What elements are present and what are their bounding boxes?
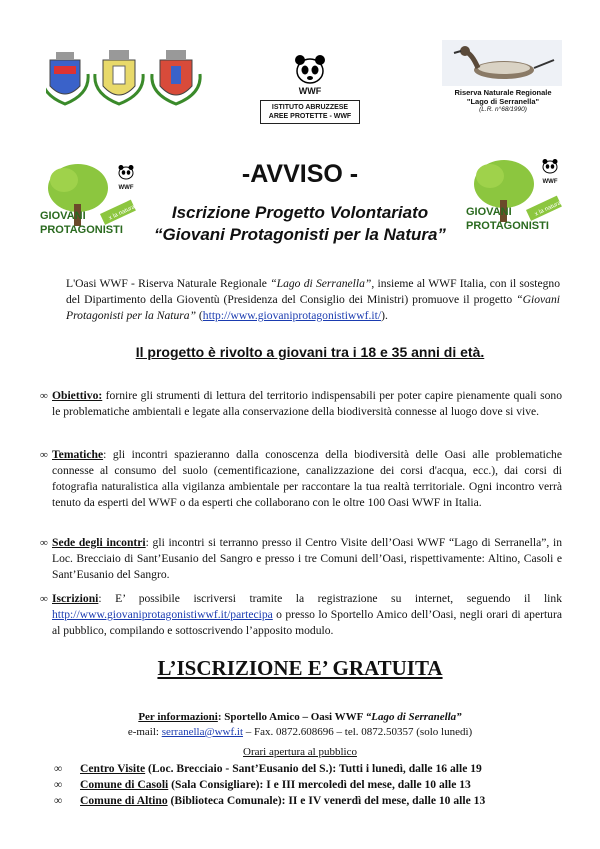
schedule-item: [54, 777, 471, 792]
intro-lake: “Lago di Serranella”: [270, 277, 372, 290]
infinity-bullet-icon: ∞: [40, 537, 48, 549]
email-label: e-mail:: [127, 726, 162, 738]
infinity-bullet-icon: ∞: [40, 390, 48, 402]
obiettivo-text: fornire gli strumenti di lettura del territorio indispensabili per poter capire pienamente quali sono le problematiche ambientali e legate alla conservazione della biodiversità connesse al luogo dove si vive.: [52, 389, 562, 418]
intro-link[interactable]: http://www.giovaniprotagonistiwwf.it/: [202, 309, 382, 322]
bullet-sede: [40, 535, 562, 583]
schedule-place: Comune di Casoli: [80, 778, 169, 791]
wwf-small-left: [116, 164, 136, 191]
hours-title-text: Orari apertura al pubblico: [243, 746, 357, 758]
reserve-law: (L.R. n°68/1990): [479, 106, 527, 113]
tematiche-text: : gli incontri spazieranno dalla conoscenza della biodiversità delle Oasi alle problematiche connesse al consumo del suolo (cementificazione, canalizzazione dei corsi d'acqua, ecc.), dai corsi di fotografia naturalistica alla vigilanza ambientale per raccontare la tua realtà territoriale. Ogni incontro verrà tenuto da esperti del WWF o da esperti che collaborano con le oltre 100 Oasi WWF in Italia.: [52, 448, 562, 509]
infinity-bullet-icon: ∞: [54, 762, 63, 775]
bullet-obiettivo: [40, 388, 562, 420]
reserve-lake: "Lago di Serranella": [466, 97, 540, 106]
page-title: -AVVISO -: [241, 160, 359, 188]
subtitle-line2: “Giovani Protagonisti per la Natura”: [154, 225, 446, 244]
intro-part1: L'Oasi WWF - Riserva Naturale Regionale: [66, 277, 271, 290]
infinity-bullet-icon: ∞: [54, 778, 63, 791]
target-text: Il progetto è rivolto a giovani tra i 18 e 35 anni di età.: [135, 344, 485, 360]
panda-icon: [117, 164, 135, 180]
schedule-detail: (Loc. Brecciaio - Sant’Eusanio del S.): Tutti i lunedì, dalle 16 alle 19: [145, 762, 482, 775]
infinity-bullet-icon: ∞: [40, 449, 48, 461]
wwf-label: WWF: [298, 86, 322, 96]
hours-title: [40, 745, 560, 760]
contacts-line: [30, 725, 570, 740]
schedule-item: [54, 793, 486, 808]
email-link[interactable]: serranella@wwf.it: [161, 726, 244, 738]
panda-icon: [541, 158, 559, 174]
contacts-text: – Fax. 0872.608696 – tel. 0872.50357 (solo lunedì): [243, 726, 473, 738]
bullet-iscrizioni: [40, 591, 562, 639]
intro-part4: ).: [381, 309, 388, 322]
istituto-line2: AREE PROTETTE - WWF: [268, 113, 352, 120]
reserve-name: Riserva Naturale Regionale: [454, 88, 552, 97]
iscrizioni-text2: o presso lo Sportello Amico dell’Oasi, negli orari di apertura al pubblico, compilando e sottoscrivendo l’apposito modulo.: [52, 608, 562, 637]
intro-project: “Giovani Protagonisti per la Natura”: [66, 293, 560, 322]
info-line: [40, 710, 560, 725]
wwf-small-label: WWF: [542, 179, 558, 185]
iscrizioni-head: Iscrizioni: [52, 592, 99, 605]
free-text: L’ISCRIZIONE E’ GRATUITA: [157, 656, 443, 680]
infinity-bullet-icon: ∞: [54, 794, 63, 807]
info-label: Per informazioni: [138, 711, 218, 723]
target-line: [40, 344, 580, 360]
iscrizioni-text1: : E’ possibile iscriversi tramite la registrazione su internet, seguendo il link: [98, 592, 562, 605]
sede-head: Sede degli incontri: [52, 536, 146, 549]
bullet-tematiche: [40, 447, 562, 511]
duck-icon: [442, 40, 562, 86]
schedule-detail: (Sala Consigliare): I e III mercoledì del mese, dalle 10 alle 13: [168, 778, 471, 791]
municipal-crests-icon: [46, 48, 206, 108]
tematiche-head: Tematiche: [52, 448, 104, 461]
reserve-logo: [442, 40, 564, 120]
info-lake: “Lago di Serranella”: [365, 711, 462, 723]
schedule-detail: (Biblioteca Comunale): II e IV venerdì del mese, dalle 10 alle 13: [167, 794, 486, 807]
free-heading: [40, 656, 560, 681]
subtitle-line1: Iscrizione Progetto Volontariato: [171, 203, 429, 222]
panda-icon: [293, 54, 327, 84]
istituto-box: [260, 100, 360, 124]
wwf-small-label: WWF: [118, 185, 134, 191]
sede-text: : gli incontri si terranno presso il Centro Visite dell’Oasi WWF “Lago di Serranella”, in Loc. Brecciaio di Sant’Eusanio del Sangro e presso i tre Comuni dell’Oasi, rispettivamente: Altino, Casoli e Sant’Eusanio del Sangro.: [52, 536, 562, 581]
wwf-istituto-logo: [258, 54, 362, 126]
giovani-text: GIOVANI: [40, 210, 86, 222]
giovani-text: GIOVANI: [466, 206, 512, 218]
protagonisti-text: PROTAGONISTI: [466, 220, 549, 232]
duck-image: [442, 40, 562, 86]
municipal-crests: [46, 48, 206, 108]
obiettivo-head: Obiettivo:: [52, 389, 103, 402]
intro-part2: , insieme al WWF Italia, con il sostegno del Dipartimento della Gioventù (Presidenza del Consiglio dei Ministri) promuove il progetto: [66, 277, 560, 306]
infinity-bullet-icon: ∞: [40, 593, 48, 605]
wwf-small-right: [540, 158, 560, 185]
info-rest: : Sportello Amico – Oasi WWF: [217, 711, 366, 723]
iscrizioni-link[interactable]: http://www.giovaniprotagonistiwwf.it/partecipa: [52, 608, 273, 621]
intro-paragraph: [66, 276, 560, 324]
intro-part3: (: [196, 309, 203, 322]
schedule-place: Centro Visite: [80, 762, 146, 775]
tag-text: x la natura: [108, 204, 136, 222]
schedule-place: Comune di Altino: [80, 794, 168, 807]
schedule-item: [54, 761, 482, 776]
istituto-line1: ISTITUTO ABRUZZESE: [271, 104, 349, 111]
tag-text: x la natura: [534, 200, 562, 218]
protagonisti-text: PROTAGONISTI: [40, 224, 123, 236]
